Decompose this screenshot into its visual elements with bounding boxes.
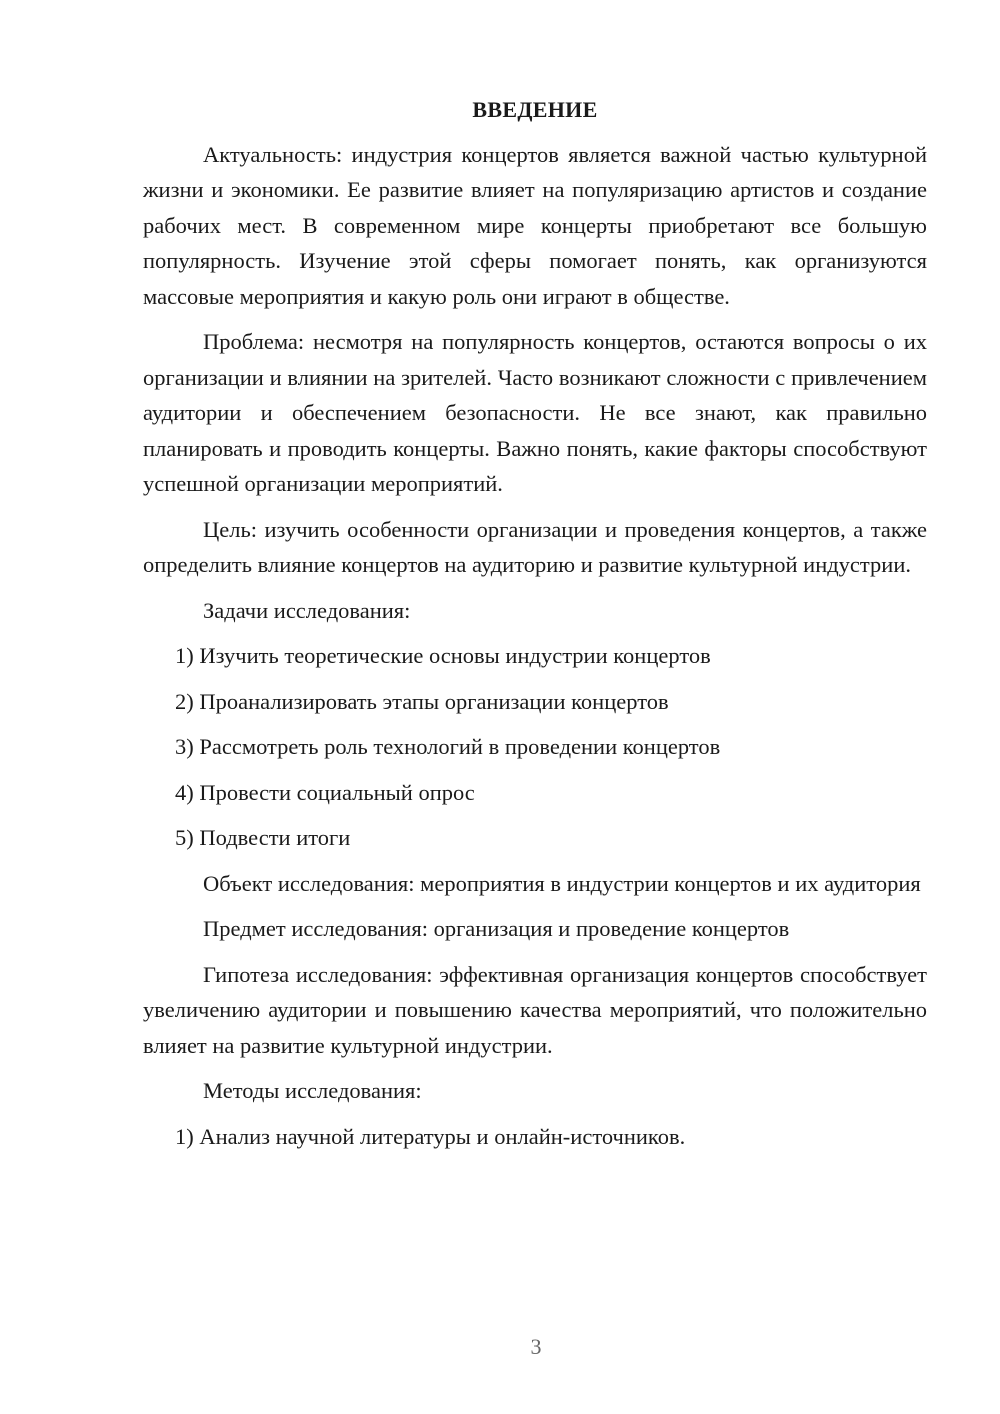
section-heading: ВВЕДЕНИЕ bbox=[472, 97, 598, 122]
page-number: 3 bbox=[530, 1334, 542, 1359]
hypothesis-paragraph: Гипотеза исследования: эффективная организация концертов способствует увеличению аудитории и повышению качества мероприятий, что положительно влияет на развитие культурной индустрии. bbox=[143, 961, 927, 1058]
tasks-title: Задачи исследования: bbox=[203, 597, 411, 623]
list-item: 5) Подвести итоги bbox=[175, 825, 351, 850]
relevance-paragraph: Актуальность: индустрия концертов является важной частью культурной жизни и экономики. Ее развитие влияет на популяризацию артистов и создание рабочих мест. В современном мире концерты приобретают все большую популярность. Изучение этой сферы помогает понять, как организуются массовые мероприятия и какую роль они играют в обществе. bbox=[143, 141, 927, 309]
methods-title: Методы исследования: bbox=[203, 1078, 422, 1103]
list-item: 1) Изучить теоретические основы индустрии концертов bbox=[175, 643, 711, 668]
tasks-list bbox=[143, 638, 927, 856]
list-item: 1) Анализ научной литературы и онлайн-источников. bbox=[175, 1123, 686, 1149]
list-item: 3) Рассмотреть роль технологий в проведении концертов bbox=[175, 734, 721, 759]
list-item: 2) Проанализировать этапы организации концертов bbox=[175, 688, 669, 714]
methods-list bbox=[143, 1119, 927, 1155]
subject-paragraph: Предмет исследования: организация и проведение концертов bbox=[203, 916, 790, 941]
object-paragraph: Объект исследования: мероприятия в индустрии концертов и их аудитория bbox=[203, 870, 921, 896]
goal-paragraph: Цель: изучить особенности организации и проведения концертов, а также определить влияние концертов на аудиторию и развитие культурной индустрии. bbox=[143, 516, 927, 577]
page-content bbox=[143, 92, 927, 1164]
problem-paragraph: Проблема: несмотря на популярность концертов, остаются вопросы о их организации и влиянии на зрителей. Часто возникают сложности с привлечением аудитории и обеспечением безопасности. Не все знают, как правильно планировать и проводить концерты. Важно понять, какие факторы способствуют успешной организации мероприятий. bbox=[143, 329, 927, 496]
list-item: 4) Провести социальный опрос bbox=[175, 779, 475, 805]
